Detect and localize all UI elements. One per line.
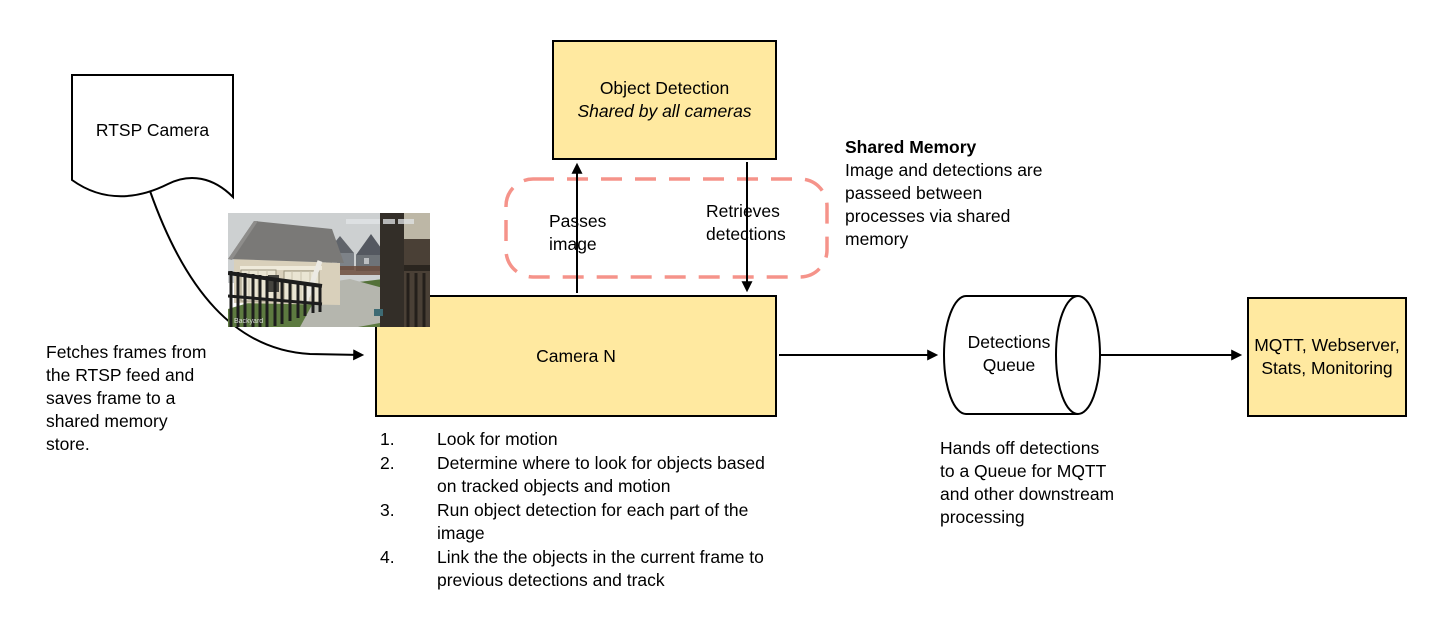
object-detection-subtitle: Shared by all cameras xyxy=(577,101,752,121)
camera-step-4: Link the the objects in the current frame to previous detections and track xyxy=(437,546,764,590)
feed-timestamp-overlay xyxy=(346,219,414,224)
shared-memory-note xyxy=(845,136,1057,251)
camera-feed-scene xyxy=(228,213,430,327)
rtsp-camera-label: RTSP Camera xyxy=(95,120,210,140)
camera-step-2: Determine where to look for objects based on tracked objects and motion xyxy=(437,452,765,496)
camera-step-3: Run object detection for each part of the image xyxy=(437,499,749,543)
queue-handoff-note: Hands off detections to a Queue for MQTT and other downstream processing xyxy=(940,438,1115,527)
outputs-node[interactable] xyxy=(1247,297,1407,417)
shared-memory-note-title: Shared Memory xyxy=(845,137,977,157)
shared-memory-note-body: Image and detections are passeed between processes via shared memory xyxy=(845,160,1043,249)
object-detection-node[interactable] xyxy=(552,40,777,160)
camera-n-label: Camera N xyxy=(536,345,616,366)
camera-feed-image xyxy=(228,213,430,327)
outputs-label: MQTT, Webserver, Stats, Monitoring xyxy=(1254,335,1400,378)
object-detection-title: Object Detection xyxy=(599,78,730,98)
feed-porch-post xyxy=(374,213,430,327)
camera-step-1: Look for motion xyxy=(437,429,558,449)
camera-n-node[interactable] xyxy=(375,295,777,417)
fetch-frames-note: Fetches frames from the RTSP feed and saves frame to a shared memory store. xyxy=(46,342,207,454)
camera-steps-list xyxy=(380,428,792,593)
passes-image-label: Passes image xyxy=(549,211,607,254)
retrieves-detections-label: Retrieves detections xyxy=(706,201,786,244)
detections-queue-label: Detections Queue xyxy=(967,332,1051,375)
feed-camera-name-label: Backyard xyxy=(234,318,264,325)
